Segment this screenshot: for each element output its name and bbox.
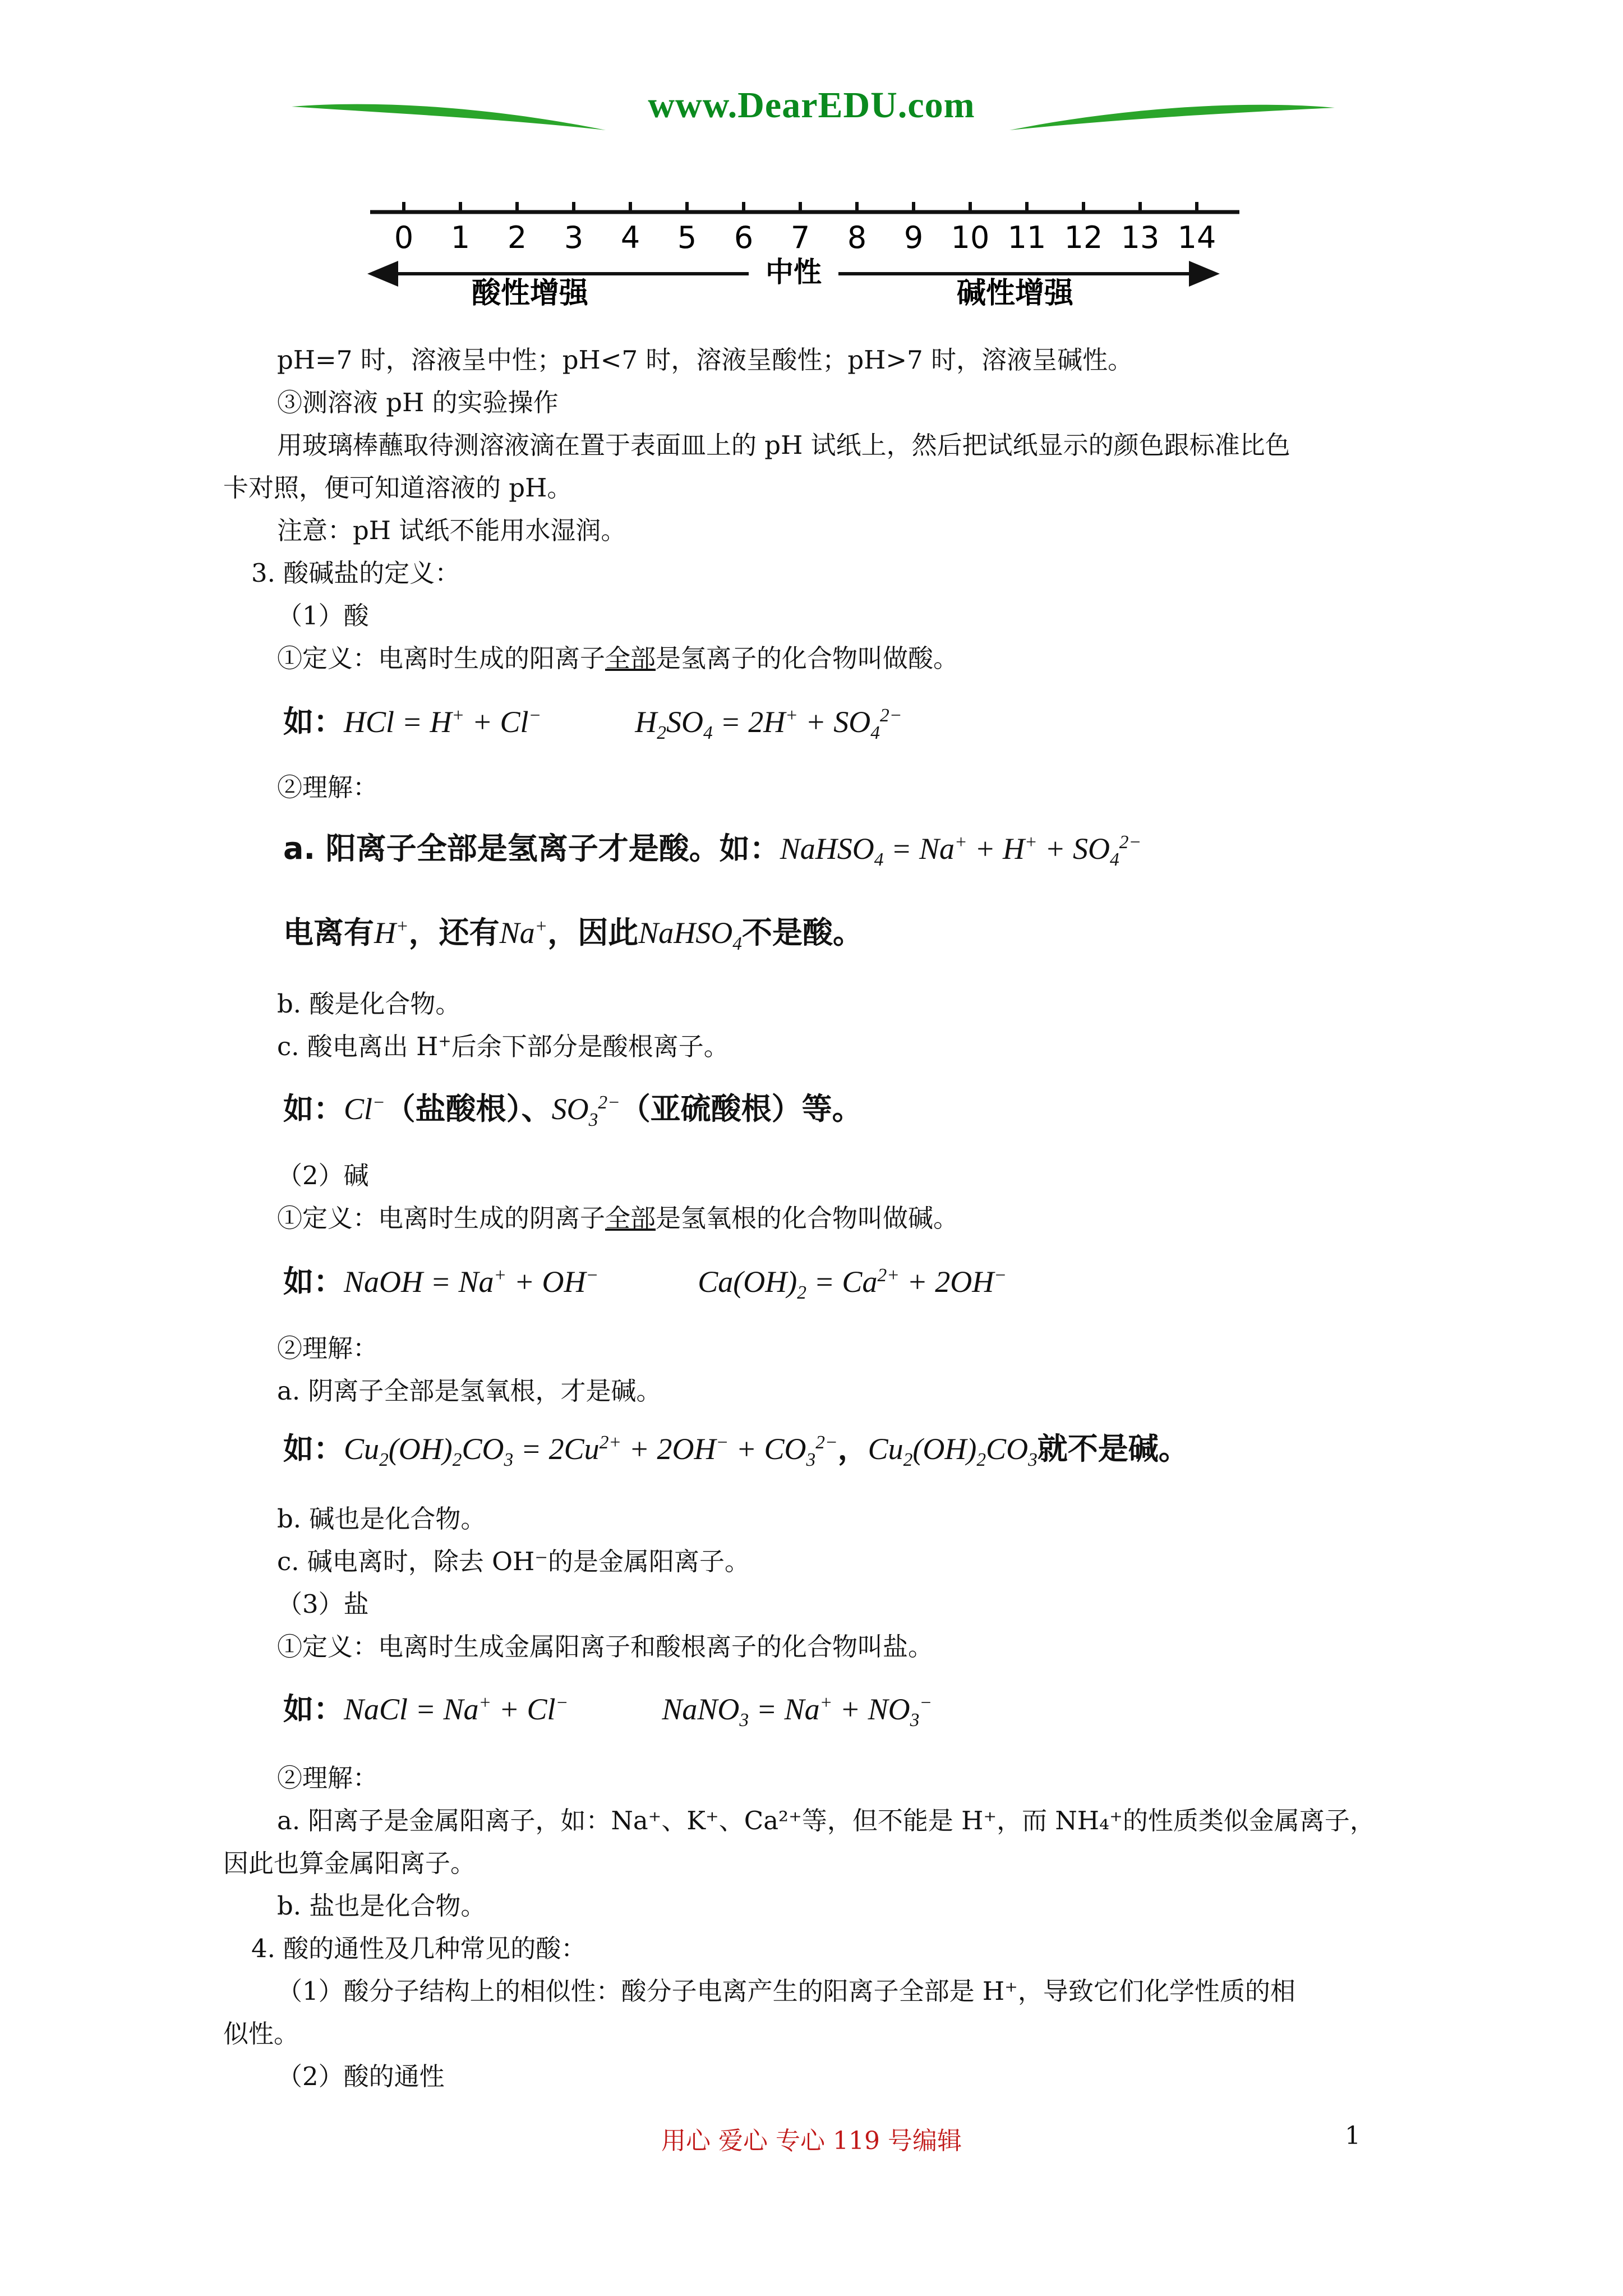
ph-tick-label: 7 bbox=[790, 220, 810, 255]
site-url: www.DearEDU.com bbox=[648, 85, 975, 126]
ph-tick-label: 0 bbox=[394, 220, 414, 255]
neutral-label: 中性 bbox=[766, 256, 822, 288]
ph-rule: pH=7 时，溶液呈中性；pH<7 时，溶液呈酸性；pH>7 时，溶液呈碱性。 bbox=[277, 345, 1133, 375]
ph-tick-label: 8 bbox=[847, 220, 867, 255]
site-banner bbox=[0, 84, 1623, 127]
acid-understanding-b: b. 酸是化合物。 bbox=[277, 989, 461, 1019]
salt-equation: 如：NaCl = Na+ + Cl− NaNO$_3$ = $Na^+ + NO_3^-$ bbox=[283, 1691, 932, 1731]
base-equation: 如：NaOH = Na+ + OH− $Ca(OH)_2 = Ca^{2+} + 2OH^-$ bbox=[283, 1264, 1007, 1303]
acid-understanding-a: a. 阳离子全部是氢离子才是酸。如：NaHSO$_4$ = $Na^+ + H^+ + SO_4^{2-}$ bbox=[283, 831, 1142, 870]
ph-tick-label: 13 bbox=[1121, 220, 1160, 255]
base-understanding-b: b. 碱也是化合物。 bbox=[277, 1504, 486, 1534]
section-heading-3: 3. 酸碱盐的定义： bbox=[251, 558, 460, 588]
heading-understanding: ②理解： bbox=[277, 1763, 379, 1793]
heading-understanding: ②理解： bbox=[277, 772, 379, 802]
basic-copper-carbonate-equation: 如：$Cu_2(OH)_2CO_3 = 2Cu^{2+} + 2OH^- + CO_3^{2-}$，$Cu_2(OH)_2CO_3$就不是碱。 bbox=[283, 1431, 1189, 1470]
ph-tick-label: 10 bbox=[951, 220, 990, 255]
salt-understanding-a: a. 阳离子是金属阳离子，如：Na⁺、K⁺、Ca²⁺等，但不能是 H⁺，而 NH₄⁺的性质类似金属离子， bbox=[277, 1806, 1375, 1835]
ph-tick-label: 3 bbox=[564, 220, 584, 255]
acid-understanding-c: c. 酸电离出 H+后余下部分是酸根离子。 bbox=[277, 1032, 729, 1061]
salt-understanding-a-cont: 因此也算金属阳离子。 bbox=[223, 1848, 476, 1878]
base-understanding-a: a. 阴离子全部是氢氧根，才是碱。 bbox=[277, 1376, 662, 1406]
ph-tick-label: 2 bbox=[507, 220, 527, 255]
subheading-acid-properties: （2）酸的通性 bbox=[277, 2062, 445, 2091]
ph-tick-label: 1 bbox=[450, 220, 471, 255]
acid-understanding-a-cont: 电离有H+，还有Na+，因此NaHSO$_4$不是酸。 bbox=[283, 915, 863, 954]
salt-definition: ①定义：电离时生成金属阳离子和酸根离子的化合物叫盐。 bbox=[277, 1632, 934, 1662]
acid-similarity-cont: 似性。 bbox=[223, 2019, 299, 2049]
base-label: 碱性增强 bbox=[956, 277, 1074, 310]
subheading-salt: （3）盐 bbox=[277, 1589, 369, 1619]
subheading-base: （2）碱 bbox=[277, 1161, 369, 1190]
footer-text: 用心 爱心 专心 119 号编辑 bbox=[661, 2127, 962, 2155]
ph-tick-labels bbox=[394, 220, 1216, 255]
base-understanding-c: c. 碱电离时，除去 OH⁻的是金属阳离子。 bbox=[277, 1547, 750, 1576]
acid-equation: 如：HCl = H+ + Cl− $H_2SO_4 = 2H^+ + SO_4^{2-}$ bbox=[283, 704, 902, 743]
ph-tick-label: 9 bbox=[903, 220, 924, 255]
page-number: 1 bbox=[1345, 2122, 1361, 2150]
note: 注意：pH 试纸不能用水湿润。 bbox=[277, 516, 626, 545]
subheading-acid: （1）酸 bbox=[277, 601, 369, 631]
acid-definition: ①定义：电离时生成的阳离子全部是氢离子的化合物叫做酸。 bbox=[277, 643, 959, 673]
acid-label: 酸性增强 bbox=[471, 277, 589, 310]
arrow-left-icon bbox=[367, 261, 398, 287]
paragraph-line: 卡对照，便可知道溶液的 pH。 bbox=[223, 473, 573, 503]
acid-similarity: （1）酸分子结构上的相似性：酸分子电离产生的阳离子全部是 H⁺，导致它们化学性质的相 bbox=[277, 1976, 1295, 2006]
heading-understanding: ②理解： bbox=[277, 1333, 379, 1363]
ph-scale bbox=[359, 185, 1256, 320]
ph-tick-label: 12 bbox=[1064, 220, 1103, 255]
acid-radical-example: 如：Cl−（盐酸根）、$SO_3^{2-}$（亚硫酸根）等。 bbox=[283, 1091, 863, 1130]
salt-understanding-b: b. 盐也是化合物。 bbox=[277, 1891, 486, 1921]
ph-tick-label: 5 bbox=[677, 220, 697, 255]
section-heading-4: 4. 酸的通性及几种常见的酸： bbox=[251, 1934, 587, 1963]
ph-tick-label: 6 bbox=[734, 220, 754, 255]
heading-ph-operation: ③测溶液 pH 的实验操作 bbox=[277, 388, 559, 417]
base-definition: ①定义：电离时生成的阴离子全部是氢氧根的化合物叫做碱。 bbox=[277, 1203, 959, 1233]
ph-tick-label: 4 bbox=[620, 220, 640, 255]
ph-tick-label: 14 bbox=[1177, 220, 1216, 255]
arrow-right-icon bbox=[1189, 261, 1220, 287]
ph-tick-label: 11 bbox=[1007, 220, 1046, 255]
paragraph-line: 用玻璃棒蘸取待测溶液滴在置于表面皿上的 pH 试纸上，然后把试纸显示的颜色跟标准比色 bbox=[277, 430, 1290, 460]
